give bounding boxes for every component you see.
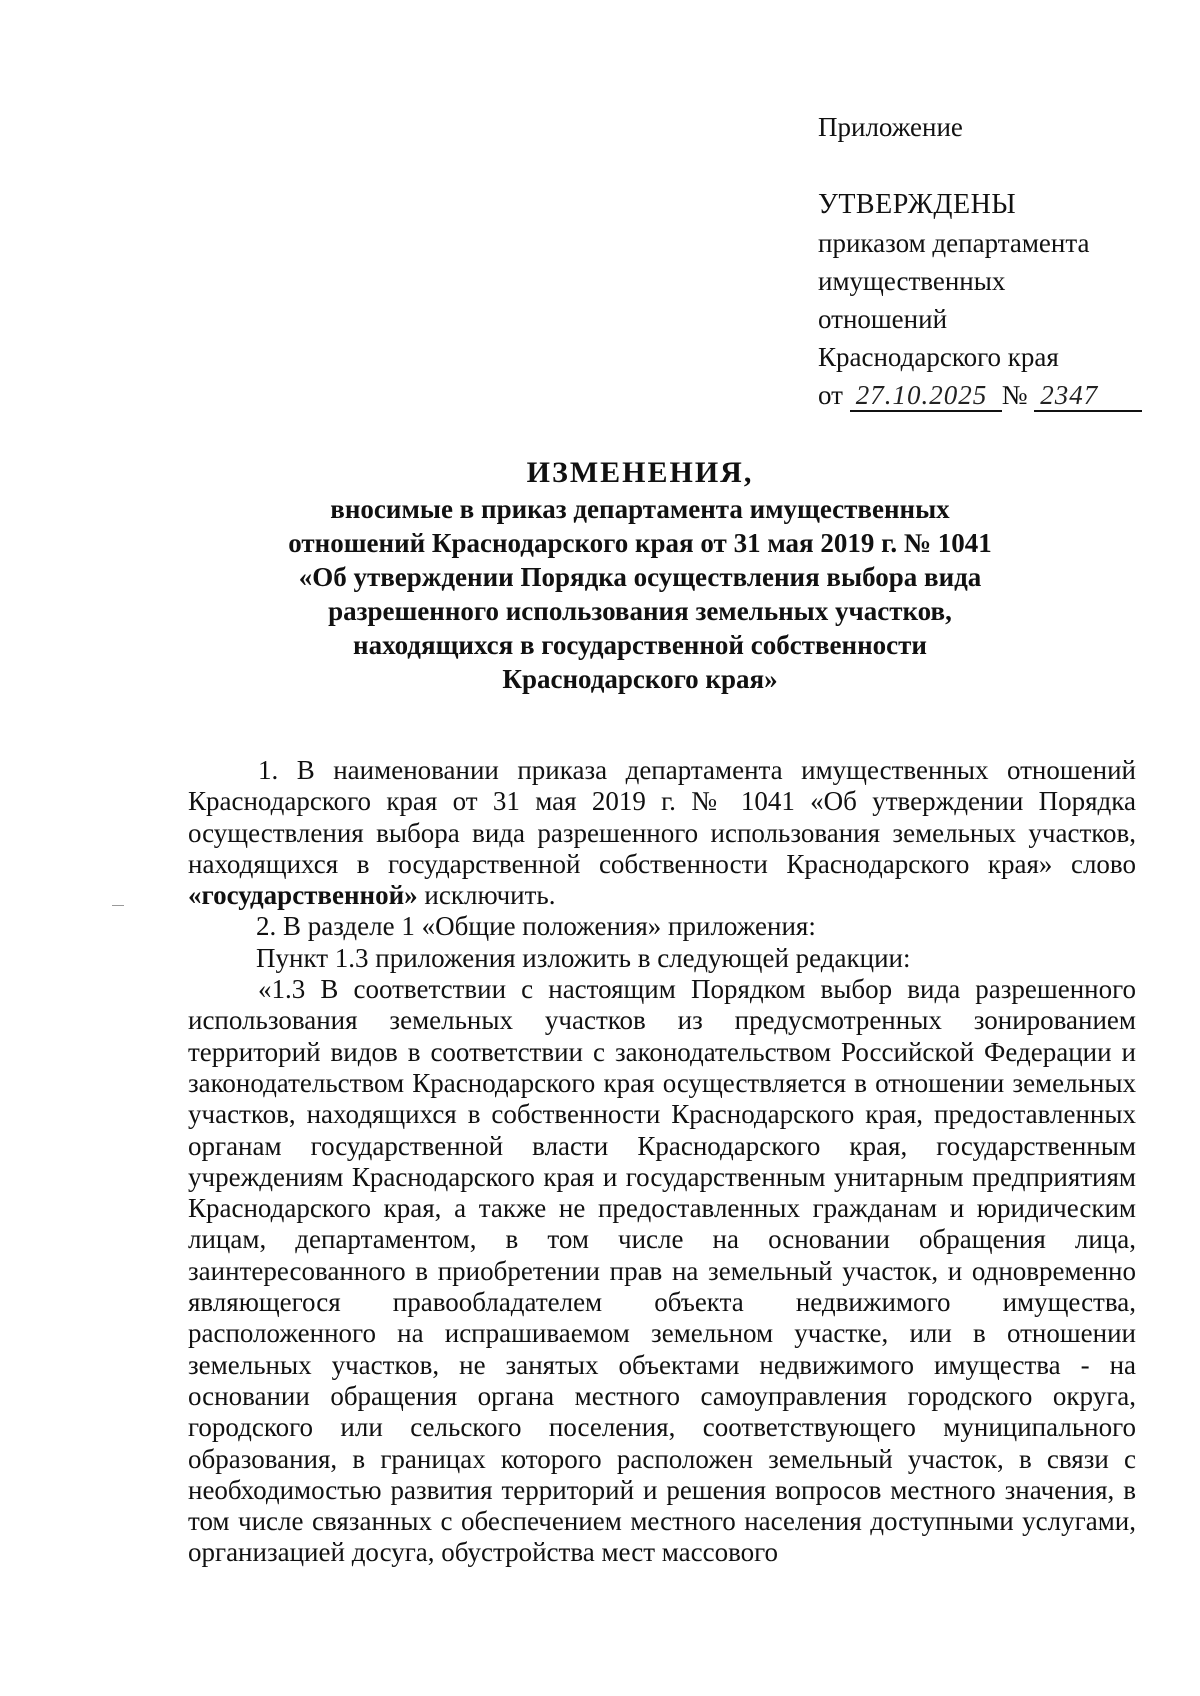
document-title	[180, 456, 1100, 696]
paragraph-1-text: 1. В наименовании приказа департамента имущественных отношений Краснодарского края от 31 мая 2019 г. № 1041 «Об утверждении Порядка осуществления выбора вида разрешенного использования земельных участков, находящихся в государственной собственности Краснодарского края» слово	[188, 755, 1136, 879]
number-label: №	[1001, 380, 1028, 410]
title-line: находящихся в государственной собственности	[353, 630, 927, 660]
approval-line: отношений	[818, 304, 948, 334]
appendix-label: Приложение	[818, 112, 963, 142]
scan-artifact	[112, 905, 124, 906]
bold-word: «государственной»	[188, 880, 418, 911]
from-label: от	[818, 380, 843, 410]
title-line: Краснодарского края»	[502, 664, 778, 694]
title-line: вносимые в приказ департамента имущественных	[330, 494, 950, 524]
approval-date-number-row	[818, 376, 1142, 414]
paragraph-1-end: исключить.	[417, 880, 556, 911]
approval-line: имущественных	[818, 266, 1006, 296]
document-body	[188, 755, 1136, 1569]
handwritten-date: 27.10.2025	[850, 380, 1002, 412]
title-line: разрешенного использования земельных участков,	[328, 596, 952, 626]
title-main: ИЗМЕНЕНИЯ,	[526, 456, 754, 489]
approved-label: УТВЕРЖДЕНЫ	[818, 189, 1017, 220]
approval-line: приказом департамента	[818, 228, 1090, 258]
paragraph-3: Пункт 1.3 приложения изложить в следующей редакции:	[256, 942, 911, 973]
title-line: «Об утверждении Порядка осуществления выбора вида	[298, 562, 982, 592]
handwritten-number: 2347	[1034, 380, 1142, 412]
approval-line: Краснодарского края	[818, 342, 1059, 372]
paragraph-2: 2. В разделе 1 «Общие положения» приложения:	[256, 911, 816, 942]
title-line: отношений Краснодарского края от 31 мая 2019 г. № 1041	[288, 528, 992, 558]
paragraph-1	[188, 755, 1136, 911]
approval-block	[818, 108, 1142, 414]
paragraph-4: «1.3 В соответствии с настоящим Порядком выбор вида разрешенного использования земельных участков из предусмотренных зонированием территорий видов в соответствии с законодательством Российской Федерации и законодательством Краснодарского края осуществляется в отношении земельных участков, находящихся в собственности Краснодарского края, предоставленных органам государственной власти Краснодарского края, государственным учреждениям Краснодарского края и государственным унитарным предприятиям Краснодарского края, а также не предоставленных гражданам и юридическим лицам, департаментом, в том числе на основании обращения лица, заинтересованного в приобретении прав на земельный участок, и одновременно являющегося правообладателем объекта недвижимого имущества, расположенного на испрашиваемом земельном участке, или в отношении земельных участков, не занятых объектами недвижимого имущества - на основании обращения органа местного самоуправления городского округа, городского или сельского поселения, соответствующего муниципального образования, в границах которого расположен земельный участок, в связи с необходимостью развития территорий и решения вопросов местного значения, в том числе связанных с обеспечением местного населения доступными услугами, организацией досуга, обустройства мест массового	[188, 974, 1136, 1568]
